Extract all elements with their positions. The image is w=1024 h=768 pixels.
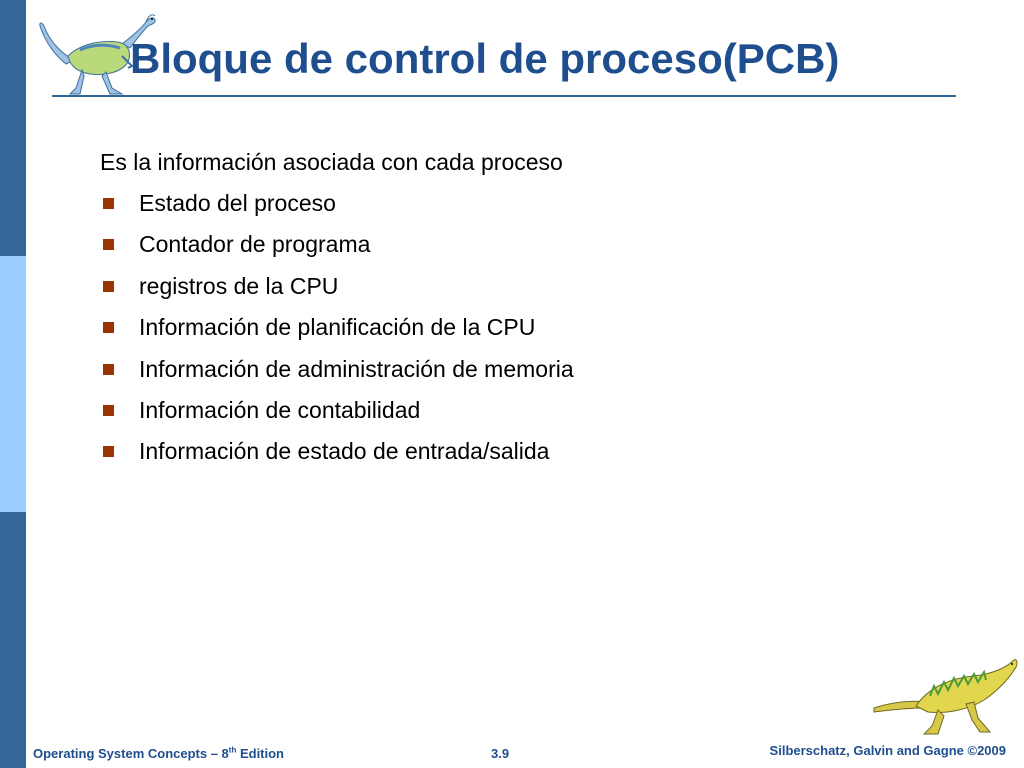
bullet-item (100, 187, 900, 219)
bullet-item (100, 228, 900, 260)
square-bullet-icon (103, 364, 114, 375)
bullet-text: Contador de programa (139, 231, 371, 258)
bullet-list (100, 187, 900, 467)
bullet-text: Estado del proceso (139, 190, 336, 216)
footer-book-superscript: th (228, 745, 237, 755)
title-underline (52, 95, 956, 97)
bullet-text: registros de la CPU (139, 272, 339, 299)
dinosaur-icon (868, 656, 1018, 738)
square-bullet-icon (103, 281, 114, 292)
square-bullet-icon (103, 198, 114, 209)
footer-book-prefix: Operating System Concepts – 8 (33, 746, 229, 761)
bullet-item (100, 435, 900, 467)
side-bar (0, 0, 26, 768)
slide-body (100, 146, 900, 477)
bullet-item (100, 394, 900, 426)
square-bullet-icon (103, 322, 114, 333)
side-bar-bottom-segment (0, 512, 26, 768)
footer-page-number: 3.9 (491, 746, 510, 761)
square-bullet-icon (103, 446, 114, 457)
bullet-text: Información de planificación de la CPU (139, 314, 536, 341)
bullet-item (100, 353, 900, 385)
bullet-item (100, 311, 900, 343)
side-bar-middle-segment (0, 256, 26, 512)
bullet-text: Información de estado de entrada/salida (139, 438, 550, 465)
intro-text: Es la información asociada con cada proceso (100, 149, 563, 175)
bullet-text: Información de contabilidad (139, 396, 421, 423)
square-bullet-icon (103, 405, 114, 416)
bullet-text: Información de administración de memoria (139, 355, 574, 382)
bullet-item (100, 270, 900, 302)
side-bar-top-segment (0, 0, 26, 256)
slide-title: Bloque de control de proceso(PCB) (130, 35, 840, 82)
square-bullet-icon (103, 239, 114, 250)
footer-book-suffix: Edition (236, 746, 285, 761)
footer-authors: Silberschatz, Galvin and Gagne ©2009 (769, 743, 1006, 758)
footer-book-title (33, 746, 284, 761)
